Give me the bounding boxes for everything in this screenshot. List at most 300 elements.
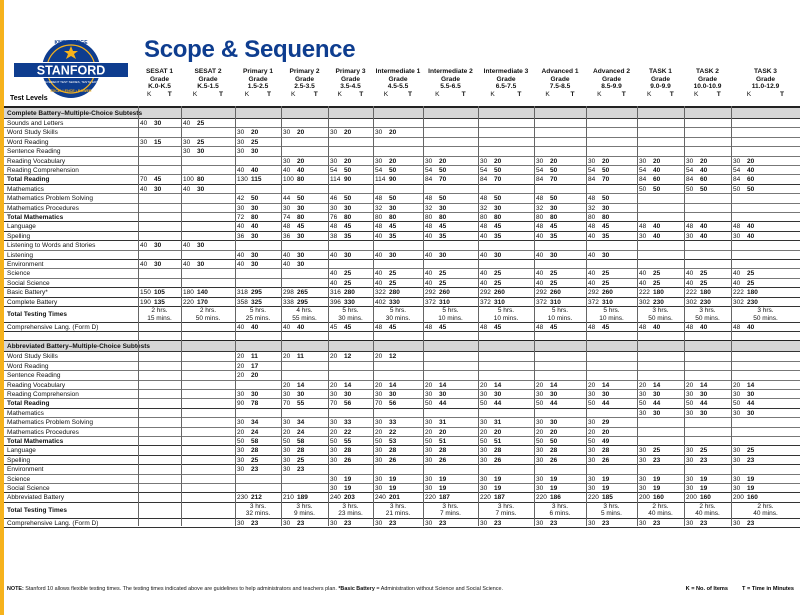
column-grade-range: 5.5-6.5 bbox=[440, 83, 461, 90]
table-cell bbox=[281, 222, 328, 230]
table-cell bbox=[181, 298, 235, 306]
column-header bbox=[4, 68, 800, 106]
item-count: 30 bbox=[536, 456, 544, 464]
column-grade-label: Grade bbox=[388, 75, 408, 83]
table-cell bbox=[373, 222, 423, 230]
item-count: 40 bbox=[330, 251, 338, 259]
item-count: 372 bbox=[536, 298, 547, 306]
item-count: 84 bbox=[639, 176, 647, 184]
item-count: 30 bbox=[588, 157, 596, 165]
item-count: 50 bbox=[686, 185, 694, 193]
t-header: T bbox=[517, 90, 522, 98]
testing-time-cell bbox=[478, 503, 534, 518]
time-minutes: 40 bbox=[747, 167, 755, 174]
testing-time-cell bbox=[586, 307, 637, 322]
table-row bbox=[4, 484, 800, 493]
time-minutes: 30 bbox=[197, 261, 205, 268]
table-cell bbox=[281, 390, 328, 398]
table-cell bbox=[138, 185, 181, 193]
item-count: 190 bbox=[140, 298, 151, 306]
time-minutes: 51 bbox=[439, 438, 447, 445]
t-header: T bbox=[407, 90, 413, 98]
testing-time-hours: 5 hrs. bbox=[249, 307, 267, 314]
item-count: 30 bbox=[588, 519, 596, 527]
testing-time-minutes: 15 mins. bbox=[147, 314, 172, 322]
time-minutes: 28 bbox=[550, 447, 558, 455]
table-cell bbox=[684, 446, 731, 454]
time-minutes: 14 bbox=[602, 381, 610, 389]
item-count: 30 bbox=[330, 391, 338, 398]
item-count: 40 bbox=[588, 279, 596, 287]
time-minutes: 30 bbox=[389, 391, 397, 398]
table-cell bbox=[534, 493, 586, 501]
time-minutes: 78 bbox=[251, 400, 259, 408]
time-minutes: 35 bbox=[494, 232, 502, 240]
item-count: 30 bbox=[237, 519, 245, 527]
item-count: 30 bbox=[536, 519, 544, 527]
item-count: 40 bbox=[639, 279, 647, 287]
time-minutes: 19 bbox=[653, 485, 661, 492]
scope-table bbox=[4, 106, 800, 527]
testing-time-cell bbox=[373, 503, 423, 518]
time-minutes: 30 bbox=[344, 251, 352, 259]
testing-time-hours: 5 hrs. bbox=[389, 307, 407, 314]
column-divider bbox=[281, 106, 282, 526]
time-minutes: 45 bbox=[439, 223, 447, 231]
testing-time-cell bbox=[235, 503, 281, 518]
table-cell bbox=[328, 456, 373, 464]
table-row bbox=[4, 352, 800, 361]
time-minutes: 80 bbox=[297, 214, 305, 221]
item-count: 40 bbox=[733, 270, 741, 278]
time-minutes: 30 bbox=[251, 204, 259, 212]
testing-time-cell bbox=[328, 307, 373, 322]
time-minutes: 40 bbox=[700, 167, 708, 174]
item-count: 48 bbox=[425, 195, 433, 203]
time-minutes: 11 bbox=[251, 353, 258, 361]
time-minutes: 28 bbox=[297, 447, 305, 455]
table-cell bbox=[534, 175, 586, 183]
column-grade-range: 4.5-5.5 bbox=[387, 83, 409, 90]
item-count: 30 bbox=[375, 485, 383, 492]
table-row bbox=[4, 503, 800, 519]
testing-time-minutes: 7 mins. bbox=[495, 510, 517, 518]
item-count: 210 bbox=[283, 494, 294, 502]
item-count: 302 bbox=[686, 298, 697, 306]
time-minutes: 20 bbox=[389, 129, 397, 137]
column-header-cell bbox=[478, 68, 534, 98]
item-count: 20 bbox=[425, 428, 433, 436]
item-count: 30 bbox=[588, 419, 596, 427]
item-count: 84 bbox=[588, 176, 596, 184]
table-cell bbox=[281, 456, 328, 464]
item-count: 70 bbox=[375, 400, 383, 408]
time-minutes: 25 bbox=[747, 447, 755, 455]
testing-time-minutes: 30 mins. bbox=[338, 314, 363, 322]
time-minutes: 58 bbox=[251, 438, 259, 445]
item-count: 48 bbox=[536, 324, 544, 331]
time-minutes: 185 bbox=[602, 494, 613, 502]
time-minutes: 20 bbox=[439, 428, 447, 436]
time-minutes: 50 bbox=[439, 195, 447, 203]
time-minutes: 50 bbox=[389, 167, 397, 174]
time-minutes: 310 bbox=[494, 298, 505, 306]
item-count: 84 bbox=[686, 176, 694, 184]
table-cell bbox=[423, 298, 478, 306]
t-header: T bbox=[218, 90, 223, 98]
table-cell bbox=[281, 519, 328, 527]
testing-time-hours: 5 hrs. bbox=[342, 307, 359, 314]
item-count: 222 bbox=[733, 289, 744, 297]
table-cell bbox=[373, 204, 423, 212]
item-count: 32 bbox=[536, 204, 544, 212]
t-header: T bbox=[313, 90, 318, 98]
table-cell bbox=[328, 418, 373, 426]
item-count: 200 bbox=[733, 494, 744, 502]
item-count: 84 bbox=[536, 176, 544, 184]
time-minutes: 31 bbox=[439, 419, 447, 427]
time-minutes: 260 bbox=[439, 289, 450, 297]
testing-time bbox=[328, 503, 373, 518]
time-minutes: 34 bbox=[251, 419, 259, 427]
item-count: 50 bbox=[237, 438, 245, 445]
item-count: 20 bbox=[330, 428, 338, 436]
table-cell bbox=[423, 194, 478, 202]
basic-battery-label: *Basic Battery bbox=[338, 586, 375, 592]
column-name: SESAT 1 bbox=[146, 68, 173, 75]
table-cell bbox=[534, 194, 586, 202]
scope-sequence-page bbox=[4, 0, 800, 615]
item-count: 20 bbox=[283, 381, 291, 389]
row-label: Basic Battery* bbox=[7, 289, 48, 297]
k-header: K bbox=[244, 90, 250, 98]
table-cell bbox=[478, 175, 534, 183]
column-divider bbox=[478, 106, 479, 526]
item-count: 30 bbox=[237, 391, 245, 398]
table-cell bbox=[281, 399, 328, 407]
item-count: 30 bbox=[330, 204, 338, 212]
time-minutes: 19 bbox=[344, 485, 352, 492]
table-cell bbox=[478, 204, 534, 212]
time-minutes: 30 bbox=[550, 391, 558, 398]
table-cell bbox=[534, 288, 586, 296]
time-minutes: 44 bbox=[747, 400, 755, 408]
table-cell bbox=[328, 288, 373, 296]
time-minutes: 170 bbox=[197, 298, 208, 306]
testing-time bbox=[731, 307, 800, 322]
column-grade-label: Grade bbox=[755, 75, 776, 83]
row-label: Mathematics Procedures bbox=[7, 204, 79, 212]
table-row bbox=[4, 108, 800, 119]
item-count: 40 bbox=[237, 324, 245, 331]
time-minutes: 19 bbox=[494, 485, 502, 492]
time-minutes: 50 bbox=[602, 167, 610, 174]
row-label: Total Testing Times bbox=[7, 506, 67, 514]
item-count: 70 bbox=[283, 400, 291, 408]
item-count: 30 bbox=[330, 456, 338, 464]
column-divider bbox=[373, 106, 374, 526]
table-cell bbox=[731, 185, 800, 193]
table-cell bbox=[586, 269, 637, 277]
table-cell bbox=[235, 128, 281, 136]
table-cell bbox=[478, 279, 534, 287]
table-cell bbox=[731, 484, 800, 492]
table-cell bbox=[731, 381, 800, 389]
time-minutes: 45 bbox=[602, 223, 610, 231]
table-cell bbox=[423, 446, 478, 454]
table-cell bbox=[328, 381, 373, 389]
table-cell bbox=[423, 157, 478, 165]
table-cell bbox=[586, 194, 637, 202]
time-minutes: 30 bbox=[154, 120, 162, 127]
table-cell bbox=[373, 418, 423, 426]
time-minutes: 14 bbox=[550, 381, 558, 389]
time-minutes: 50 bbox=[389, 195, 397, 203]
testing-time-cell bbox=[684, 503, 731, 518]
item-count: 44 bbox=[283, 195, 291, 203]
item-count: 40 bbox=[237, 223, 245, 231]
table-cell bbox=[637, 222, 684, 230]
testing-time-cell bbox=[534, 307, 586, 322]
time-minutes: 160 bbox=[700, 494, 711, 502]
table-cell bbox=[423, 418, 478, 426]
page-title: Scope & Sequence bbox=[144, 36, 356, 63]
testing-time-cell bbox=[423, 307, 478, 322]
item-count: 30 bbox=[536, 485, 544, 492]
table-row bbox=[4, 147, 800, 156]
time-minutes: 40 bbox=[747, 223, 755, 231]
table-cell bbox=[684, 157, 731, 165]
table-cell bbox=[328, 428, 373, 436]
testing-time bbox=[181, 307, 235, 322]
item-count: 40 bbox=[375, 232, 383, 240]
item-count: 30 bbox=[375, 157, 383, 165]
time-minutes: 50 bbox=[297, 195, 305, 203]
time-minutes: 187 bbox=[439, 494, 450, 502]
table-cell bbox=[731, 166, 800, 174]
table-cell bbox=[373, 519, 423, 527]
column-kt bbox=[637, 91, 684, 99]
time-minutes: 70 bbox=[494, 176, 502, 184]
row-label: Word Reading bbox=[7, 138, 49, 146]
t-header: T bbox=[780, 90, 785, 98]
testing-time bbox=[586, 307, 637, 322]
item-count: 38 bbox=[330, 232, 338, 240]
row-label: Listening to Words and Stories bbox=[7, 242, 96, 250]
column-kt bbox=[328, 91, 373, 99]
table-cell bbox=[731, 519, 800, 527]
table-cell bbox=[235, 138, 281, 146]
table-cell bbox=[328, 352, 373, 360]
table-cell bbox=[328, 157, 373, 165]
time-minutes: 14 bbox=[344, 381, 352, 389]
item-count: 30 bbox=[330, 129, 338, 137]
item-count: 180 bbox=[183, 289, 194, 297]
table-cell bbox=[586, 437, 637, 445]
testing-time-minutes: 40 mins. bbox=[753, 510, 778, 518]
testing-time-minutes: 10 mins. bbox=[493, 314, 519, 322]
item-count: 30 bbox=[536, 391, 544, 398]
table-cell bbox=[637, 288, 684, 296]
table-cell bbox=[281, 437, 328, 445]
table-cell bbox=[423, 390, 478, 398]
time-minutes: 14 bbox=[494, 381, 502, 389]
column-grade-label: Grade bbox=[340, 75, 361, 83]
table-cell bbox=[281, 323, 328, 331]
column-grade-range: 10.0-10.9 bbox=[693, 83, 722, 90]
time-minutes: 25 bbox=[653, 447, 661, 455]
legend bbox=[686, 586, 794, 592]
item-count: 50 bbox=[283, 438, 291, 445]
table-cell bbox=[235, 519, 281, 527]
testing-time-cell bbox=[731, 503, 800, 518]
table-cell bbox=[281, 260, 328, 268]
testing-time-minutes: 30 mins. bbox=[385, 314, 411, 322]
item-count: 50 bbox=[639, 400, 647, 408]
testing-time-cell bbox=[637, 307, 684, 322]
testing-time-hours: 3 hrs. bbox=[296, 502, 313, 510]
time-minutes: 25 bbox=[602, 279, 610, 287]
testing-time bbox=[478, 307, 534, 322]
table-cell bbox=[731, 175, 800, 183]
table-cell bbox=[373, 446, 423, 454]
time-minutes: 186 bbox=[550, 494, 561, 502]
time-minutes: 55 bbox=[297, 400, 305, 408]
table-cell bbox=[586, 493, 637, 501]
table-row bbox=[4, 185, 800, 194]
item-count: 48 bbox=[480, 324, 488, 331]
time-minutes: 20 bbox=[494, 428, 502, 436]
table-cell bbox=[373, 279, 423, 287]
table-cell bbox=[328, 251, 373, 259]
item-count: 20 bbox=[375, 353, 383, 361]
time-minutes: 30 bbox=[494, 251, 502, 259]
item-count: 30 bbox=[375, 419, 383, 427]
item-count: 50 bbox=[686, 400, 694, 408]
time-minutes: 40 bbox=[653, 324, 661, 331]
table-cell bbox=[181, 185, 235, 193]
time-minutes: 25 bbox=[251, 138, 259, 146]
table-cell bbox=[328, 437, 373, 445]
item-count: 30 bbox=[536, 475, 544, 483]
time-minutes: 30 bbox=[251, 251, 259, 259]
time-minutes: 31 bbox=[494, 419, 502, 427]
item-count: 40 bbox=[480, 270, 488, 278]
item-count: 30 bbox=[639, 232, 647, 240]
row-label: Comprehensive Lang. (Form D) bbox=[7, 519, 99, 527]
time-minutes: 203 bbox=[344, 494, 355, 502]
row-label: Mathematics bbox=[7, 185, 44, 193]
table-cell bbox=[138, 260, 181, 268]
table-row bbox=[4, 119, 800, 128]
table-cell bbox=[534, 157, 586, 165]
time-minutes: 50 bbox=[494, 167, 502, 174]
item-count: 48 bbox=[536, 223, 544, 231]
column-header-cell bbox=[423, 68, 478, 98]
testing-time-hours: 3 hrs. bbox=[249, 502, 267, 510]
table-cell bbox=[235, 362, 281, 370]
time-minutes: 28 bbox=[251, 447, 259, 455]
table-cell bbox=[731, 222, 800, 230]
table-cell bbox=[534, 269, 586, 277]
row-label: Word Study Skills bbox=[7, 129, 58, 137]
table-cell bbox=[235, 147, 281, 155]
table-row bbox=[4, 128, 800, 137]
item-count: 36 bbox=[237, 232, 245, 240]
item-count: 30 bbox=[283, 157, 291, 165]
table-cell bbox=[534, 390, 586, 398]
table-cell bbox=[731, 269, 800, 277]
item-count: 48 bbox=[686, 223, 694, 231]
table-row bbox=[4, 222, 800, 231]
column-grade-label: Grade bbox=[149, 75, 170, 83]
testing-time bbox=[373, 307, 423, 322]
table-row bbox=[4, 241, 800, 250]
table-cell bbox=[328, 175, 373, 183]
time-minutes: 30 bbox=[439, 251, 447, 259]
item-count: 40 bbox=[283, 324, 291, 331]
time-minutes: 30 bbox=[197, 242, 205, 250]
item-count: 100 bbox=[183, 176, 194, 184]
item-count: 40 bbox=[237, 167, 245, 174]
table-cell bbox=[328, 128, 373, 136]
table-cell bbox=[637, 185, 684, 193]
item-count: 48 bbox=[588, 195, 596, 203]
time-minutes: 25 bbox=[251, 456, 259, 464]
row-label: Social Science bbox=[7, 485, 50, 492]
time-minutes: 180 bbox=[653, 289, 664, 297]
table-cell bbox=[637, 323, 684, 331]
column-header-cell bbox=[181, 68, 235, 98]
time-minutes: 25 bbox=[700, 270, 708, 278]
time-minutes: 20 bbox=[602, 157, 610, 165]
table-row bbox=[4, 251, 800, 260]
item-count: 40 bbox=[639, 270, 647, 278]
time-minutes: 45 bbox=[550, 324, 558, 331]
table-cell bbox=[637, 269, 684, 277]
table-cell bbox=[181, 119, 235, 127]
item-count: 30 bbox=[283, 204, 291, 212]
time-minutes: 25 bbox=[602, 270, 610, 278]
item-count: 36 bbox=[283, 232, 291, 240]
item-count: 50 bbox=[588, 400, 596, 408]
time-minutes: 19 bbox=[653, 475, 661, 483]
table-cell bbox=[235, 371, 281, 379]
table-cell bbox=[637, 446, 684, 454]
item-count: 200 bbox=[639, 494, 650, 502]
table-cell bbox=[235, 166, 281, 174]
table-cell bbox=[534, 323, 586, 331]
table-cell bbox=[637, 381, 684, 389]
table-cell bbox=[235, 251, 281, 259]
time-minutes: 23 bbox=[700, 519, 708, 527]
time-minutes: 22 bbox=[389, 428, 397, 436]
row-label: Sentence Reading bbox=[7, 372, 61, 380]
testing-time-hours: 3 hrs. bbox=[699, 307, 716, 314]
table-cell bbox=[586, 213, 637, 221]
item-count: 84 bbox=[480, 176, 488, 184]
time-minutes: 40 bbox=[653, 167, 661, 174]
table-cell bbox=[586, 298, 637, 306]
column-kt bbox=[423, 91, 478, 99]
item-count: 292 bbox=[480, 289, 491, 297]
time-minutes: 295 bbox=[297, 298, 308, 306]
item-count: 74 bbox=[283, 214, 291, 221]
legend-t: T = Time in Minutes bbox=[742, 586, 794, 592]
item-count: 54 bbox=[733, 167, 741, 174]
time-minutes: 25 bbox=[197, 120, 205, 127]
column-name: Intermediate 2 bbox=[428, 68, 473, 75]
